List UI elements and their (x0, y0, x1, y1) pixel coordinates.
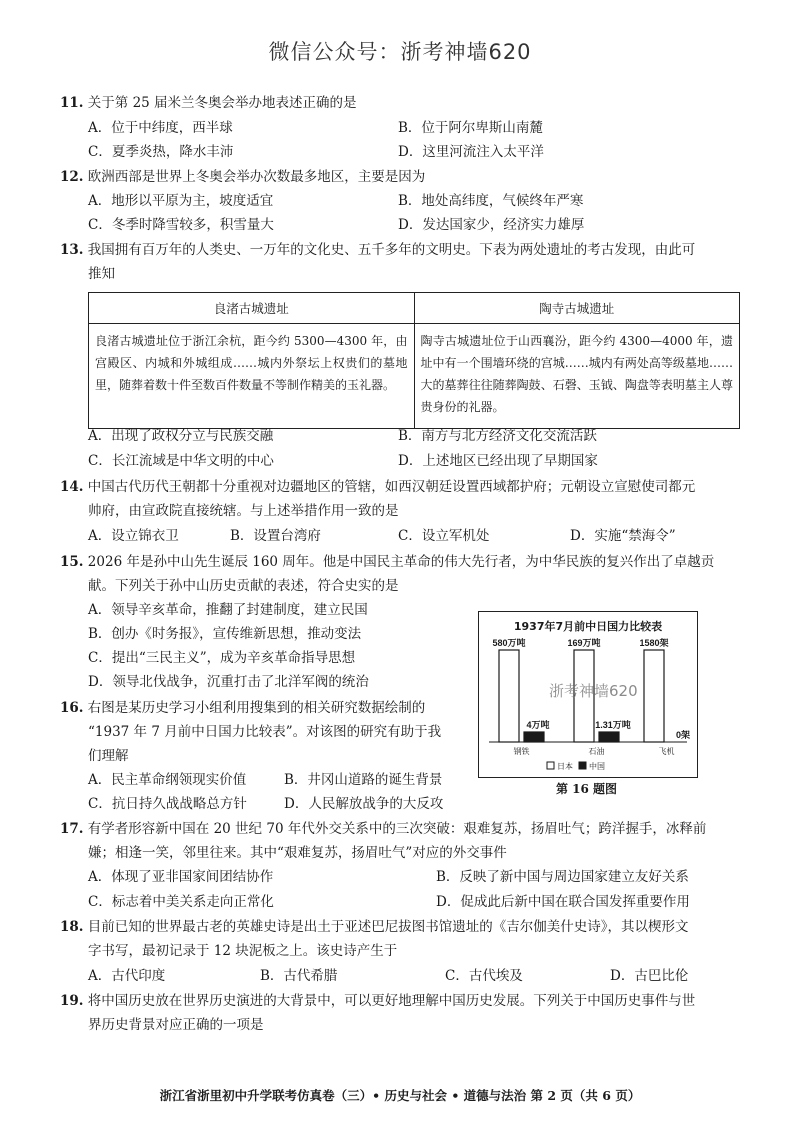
q12-option-c: C．冬季时降雪较多，积雪量大 (88, 217, 274, 233)
question-number: 14. (60, 479, 84, 495)
question-number: 17. (60, 821, 84, 837)
q12-option-b: B．地处高纬度，气候终年严寒 (398, 193, 584, 209)
bar-label-japan-1: 169万吨 (567, 638, 601, 648)
question-13-stem (60, 244, 695, 258)
bar-japan-2 (644, 650, 664, 742)
category-label-2: 飞机 (658, 747, 675, 756)
chart-watermark: 浙考神墙620 (549, 682, 638, 700)
bar-label-japan-0: 580万吨 (492, 638, 526, 648)
q14-option-c: C．设立军机处 (398, 528, 490, 544)
bar-label-china-1: 1.31万吨 (595, 720, 631, 730)
q18-option-c: C．古代埃及 (445, 968, 523, 984)
q17-option-a: A．体现了亚非国家间团结协作 (88, 869, 274, 885)
question-19-stem-cont: 界历史背景对应正确的一项是 (88, 1017, 264, 1033)
table-header-taosi: 陶寺古城遗址 (414, 293, 740, 324)
question-18-stem (60, 921, 689, 935)
q13-option-c: C．长江流域是中华文明的中心 (88, 453, 274, 469)
question-16-stem (60, 702, 425, 716)
q12-option-d: D．发达国家少，经济实力雄厚 (398, 217, 585, 233)
q16-option-a: A．民主革命纲领现实价值 (88, 772, 247, 788)
q18-option-a: A．古代印度 (88, 968, 166, 984)
question-16-stem-cont2: 们理解 (88, 748, 129, 764)
stem-text: 右图是某历史学习小组利用搜集到的相关研究数据绘制的 (87, 700, 426, 716)
question-number: 15. (60, 554, 84, 570)
question-16-stem-cont: “1937 年 7 月前中日国力比较表”。对该图的研究有助于我 (88, 724, 442, 740)
q15-option-d: D．领导北伐战争，沉重打击了北洋军阀的统治 (88, 674, 369, 690)
question-number: 19. (60, 993, 84, 1009)
question-18-stem-cont: 字书写，最初记录于 12 块泥板之上。该史诗产生于 (88, 943, 398, 959)
table-cell-liangzhu: 良渚古城遗址位于浙江余杭，距今约 5300—4300 年，由宫殿区、内城和外城组成……城内外祭坛上权贵们的墓地里，随葬着数十件至数百件数量不等制作精美的玉礼器。 (89, 324, 415, 429)
table-cell-taosi: 陶寺古城遗址位于山西襄汾，距今约 4300—4000 年，遗址中有一个围墙环绕的宫城……城内有两处高等级墓地……大的墓葬往往随葬陶鼓、石磬、玉钺、陶盘等表明墓主人尊贵身份的礼器。 (414, 324, 740, 429)
figure-caption: 第 16 题图 (556, 782, 618, 796)
q16-option-b: B．井冈山道路的诞生背景 (284, 772, 443, 788)
question-17-stem-cont: 嫌；相逢一笑，邻里往来。其中“艰难复苏，扬眉吐气”对应的外交事件 (88, 845, 507, 861)
question-15-stem (60, 556, 714, 570)
legend-label-1: 中国 (589, 762, 605, 771)
q15-option-a: A．领导辛亥革命，推翻了封建制度，建立民国 (88, 602, 368, 618)
question-number: 16. (60, 700, 84, 716)
stem-text: 欧洲西部是世界上冬奥会举办次数最多地区，主要是因为 (87, 169, 426, 185)
bar-china-1 (599, 732, 619, 742)
stem-text: 目前已知的世界最古老的英雄史诗是出土于亚述巴尼拔图书馆遗址的《吉尔伽美什史诗》，其以楔形文 (87, 919, 689, 935)
bar-label-china-2: 0架 (675, 730, 691, 740)
stem-text: 有学者形容新中国在 20 世纪 70 年代外交关系中的三次突破：艰难复苏，扬眉吐气；跨洋握手，冰释前 (87, 821, 707, 837)
q18-option-b: B．古代希腊 (260, 968, 338, 984)
question-19-stem (60, 995, 695, 1009)
stem-text: 2026 年是孙中山先生诞辰 160 周年。他是中国民主革命的伟大先行者，为中华民族的复兴作出了卓越贡 (87, 554, 715, 570)
question-number: 18. (60, 919, 84, 935)
stem-text: 关于第 25 届米兰冬奥会举办地表述正确的是 (87, 95, 357, 111)
question-17-stem (60, 823, 706, 837)
question-14-stem-cont: 帅府，由宣政院直接统辖。与上述举措作用一致的是 (88, 503, 399, 519)
national-strength-chart (478, 611, 698, 778)
question-number: 12. (60, 169, 84, 185)
stem-text: 将中国历史放在世界历史演进的大背景中，可以更好地理解中国历史发展。下列关于中国历史事件与世 (87, 993, 696, 1009)
legend-swatch-1 (579, 762, 586, 769)
q11-option-a: A．位于中纬度，西半球 (88, 120, 233, 136)
chart-title: 1937年7月前中日国力比较表 (513, 620, 663, 633)
q15-option-b: B．创办《时务报》，宣传维新思想，推动变法 (88, 626, 362, 642)
question-13-stem-cont: 推知 (88, 266, 115, 282)
question-number: 11. (60, 95, 84, 111)
q13-option-a: A．出现了政权分立与民族交融 (88, 428, 274, 444)
q13-option-b: B．南方与北方经济文化交流活跃 (398, 428, 597, 444)
stem-text: 我国拥有百万年的人类史、一万年的文化史、五千多年的文明史。下表为两处遗址的考古发现，由此可 (87, 242, 696, 258)
bar-china-0 (524, 732, 544, 742)
legend-swatch-0 (547, 762, 554, 769)
q11-option-b: B．位于阿尔卑斯山南麓 (398, 120, 543, 136)
q16-option-d: D．人民解放战争的大反攻 (284, 796, 444, 812)
category-label-1: 石油 (588, 747, 605, 756)
q14-option-b: B．设置台湾府 (230, 528, 321, 544)
q13-option-d: D．上述地区已经出现了早期国家 (398, 453, 598, 469)
category-label-0: 钢铁 (513, 747, 530, 756)
question-14-stem (60, 481, 695, 495)
table-header-liangzhu: 良渚古城遗址 (89, 293, 415, 324)
question-15-stem-cont: 献。下列关于孙中山历史贡献的表述，符合史实的是 (88, 578, 399, 594)
question-11-stem (60, 97, 357, 111)
q17-option-d: D．促成此后新中国在联合国发挥重要作用 (436, 894, 690, 910)
q11-option-c: C．夏季炎热，降水丰沛 (88, 144, 234, 160)
page-footer: 浙江省浙里初中升学联考仿真卷（三）• 历史与社会 • 道德与法治 第 2 页（共 6 页） (159, 1088, 641, 1103)
bar-label-china-0: 4万吨 (526, 720, 550, 730)
bar-label-japan-2: 1580架 (639, 638, 669, 648)
legend-label-0: 日本 (557, 762, 573, 771)
q12-option-a: A．地形以平原为主，坡度适宜 (88, 193, 274, 209)
question-number: 13. (60, 242, 84, 258)
q17-option-b: B．反映了新中国与周边国家建立友好关系 (436, 869, 689, 885)
chart-plot (479, 612, 697, 777)
bar-japan-0 (499, 650, 519, 742)
q14-option-d: D．实施“禁海令” (570, 528, 676, 544)
watermark-header: 微信公众号：浙考神墙620 (268, 40, 532, 64)
q14-option-a: A．设立锦衣卫 (88, 528, 179, 544)
q17-option-c: C．标志着中美关系走向正常化 (88, 894, 274, 910)
q18-option-d: D．古巴比伦 (610, 968, 689, 984)
question-12-stem (60, 171, 425, 185)
stem-text: 中国古代历代王朝都十分重视对边疆地区的管辖，如西汉朝廷设置西域都护府；元朝设立宣慰使司都元 (87, 479, 696, 495)
q16-option-c: C．抗日持久战战略总方针 (88, 796, 247, 812)
q15-option-c: C．提出“三民主义”，成为辛亥革命指导思想 (88, 650, 356, 666)
q11-option-d: D．这里河流注入太平洋 (398, 144, 544, 160)
archaeology-sites-table (88, 292, 740, 429)
